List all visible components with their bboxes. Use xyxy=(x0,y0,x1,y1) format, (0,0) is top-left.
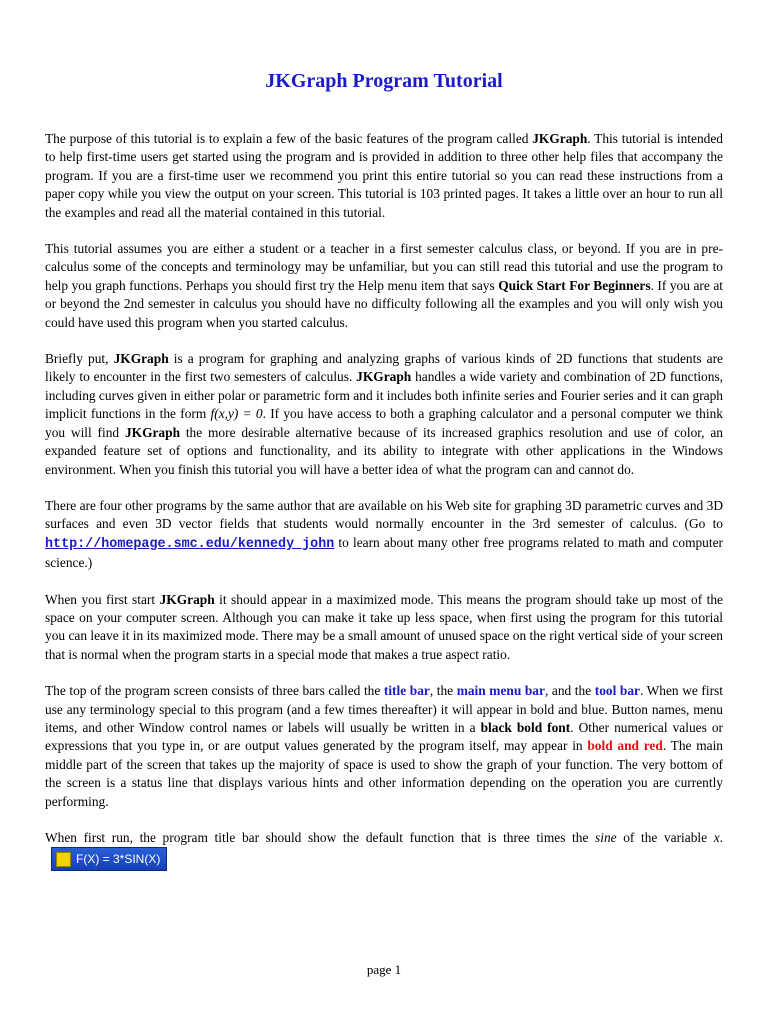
implicit-form-math: f(x,y) = 0 xyxy=(210,406,263,422)
paragraph-overview: Briefly put, JKGraph is a program for graphing and analyzing graphs of various kinds of 2D functions that students are likely to encounter in the first two semesters of calculus. JKGraph handles a wide variety and combination of 2D functions, including curves given in either polar or parametric form and it includes both infinite series and Fourier series and it can graph implicit functions in the form f(x,y) = 0. If you have access to both a graphing calculator and a personal computer we think you will find JKGraph the more desirable alternative because of its increased graphics resolution and use of color, an expanded feature set of options and functionality, and its ability to integrate with other applications in the Windows environment. When you finish this tutorial you will have a better idea of what the program can and cannot do. xyxy=(45,351,723,477)
page-number: page 1 xyxy=(366,962,402,977)
paragraph-audience: This tutorial assumes you are either a student or a teacher in a first semester calculus class, or beyond. If you are in pre-calculus some of the concepts and terminology may be unfamiliar, but you can still read this tutorial and use the program to help you graph functions. Perhaps you should first try the Help menu item that says Quick Start For Beginners. If you are at or beyond the 2nd semester in calculus you should have no difficulty following all the examples and you will only wish you could have used this program when you started calculus. xyxy=(45,241,723,330)
author-homepage-link[interactable]: http://homepage.smc.edu/kennedy_john xyxy=(45,536,335,552)
program-name: JKGraph xyxy=(113,351,169,367)
quick-start-label: Quick Start For Beginners xyxy=(498,277,651,293)
titlebar-function-text: F(X) = 3*SIN(X) xyxy=(76,852,161,867)
paragraph-screen-layout: The top of the program screen consists of three bars called the title bar, the main menu bar, and the tool bar. When we first use any terminology special to this program (and a few times thereafter) it will appear in bold and blue. Button names, menu items, and other Window control names or labels will usually be written in a black bold font. Other numerical values or expressions that you type in, or are output values generated by the program itself, may appear in bold and red. The main middle part of the screen that takes up the majority of space is used to show the graph of your function. The very bottom of the screen is a status line that displays various hints and other information depending on the operation you are currently performing. xyxy=(45,683,724,809)
program-name: JKGraph xyxy=(532,131,588,146)
paragraph-first-run: When first run, the program title bar should show the default function that is three times the sine of the variable x.F(X) = 3*SIN(X) xyxy=(45,829,723,871)
program-name: JKGraph xyxy=(159,591,215,607)
term-title-bar: title bar xyxy=(383,683,430,699)
document-body xyxy=(45,130,723,889)
page-title: JKGraph Program Tutorial xyxy=(265,70,503,92)
paragraph-purpose: The purpose of this tutorial is to explain a few of the basic features of the program called JKGraph. This tutorial is intended to help first-time users get started using the program and is provided in addition to three other help files that accompany the program. If you are a first-time user we recommend you print this entire tutorial so you can read these instructions from a paper copy while you view the output on your screen. This tutorial is 103 printed pages. It takes a little over an hour to run all the examples and read all the material contained in this tutorial. xyxy=(45,131,723,220)
variable-x: x xyxy=(713,830,720,845)
term-black-bold-font: black bold font xyxy=(480,719,571,735)
term-bold-and-red: bold and red xyxy=(587,738,663,754)
paragraph-first-start: When you first start JKGraph it should appear in a maximized mode. This means the program should take up most of the space on your computer screen. Although you can make it take up less space, when first using the program for this tutorial you can leave it in its maximized mode. There may be a small amount of unused space on the right vertical side of your screen that is normal when the program starts in a special mode that makes a true aspect ratio. xyxy=(45,591,723,662)
term-main-menu-bar: main menu bar xyxy=(456,683,545,699)
program-name: JKGraph xyxy=(124,424,181,440)
sine-word: sine xyxy=(595,830,617,845)
program-name: JKGraph xyxy=(356,369,412,385)
paragraph-other-programs: There are four other programs by the same author that are available on his Web site for graphing 3D parametric curves and 3D surfaces and even 3D vector fields that students would normally encounter in the 3rd semester of calculus. (Go to http://homepage.smc.edu/kennedy_john to learn about many other free programs related to math and computer science.) xyxy=(45,497,723,571)
app-icon xyxy=(56,852,71,867)
titlebar-screenshot xyxy=(51,847,167,871)
term-tool-bar: tool bar xyxy=(594,683,640,699)
